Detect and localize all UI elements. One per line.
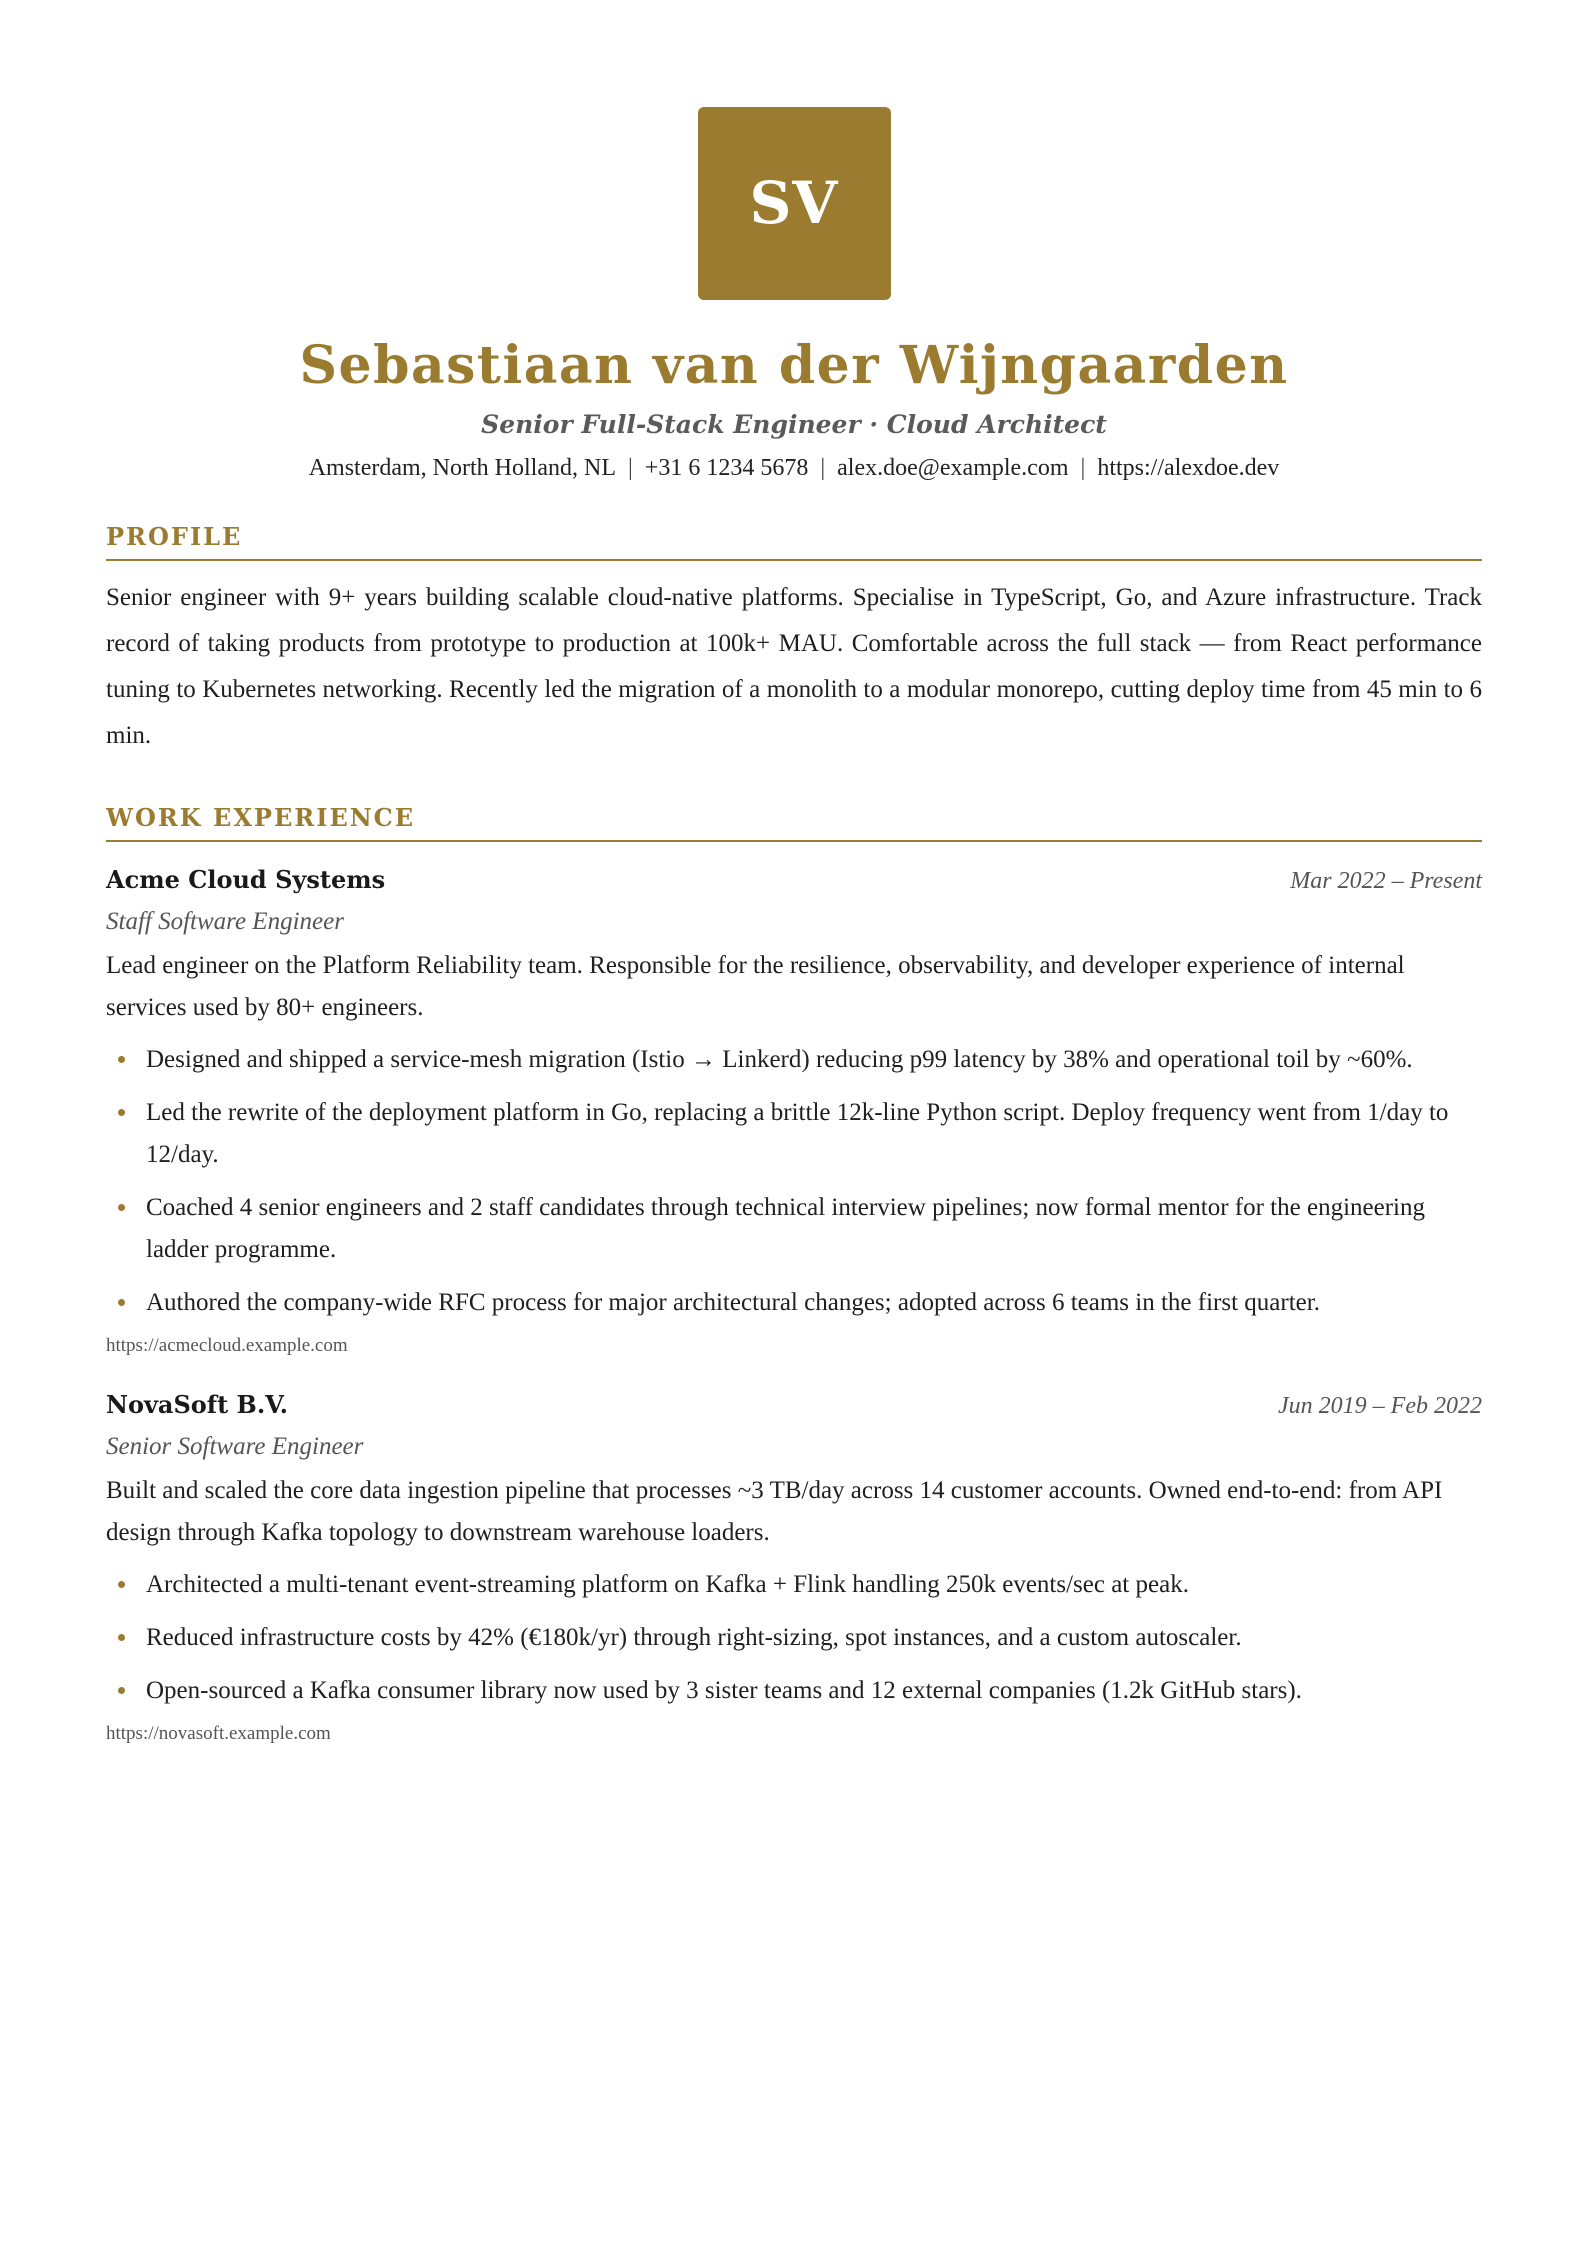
work-experience-section — [106, 803, 1482, 1749]
job-bullet-text: Architected a multi-tenant event-streaming platform on Kafka + Flink handling 250k events/sec at peak. — [146, 1571, 1189, 1598]
job-bullet — [106, 1187, 1482, 1271]
job-bullet — [106, 1039, 1482, 1081]
candidate-tagline: Senior Full-Stack Engineer · Cloud Architect — [481, 410, 1107, 439]
job-summary: Lead engineer on the Platform Reliability team. Responsible for the resilience, observability, and developer experience of internal services used by 80+ engineers. — [106, 952, 1405, 1021]
bullet-dot-icon — [118, 1299, 125, 1306]
contact-separator: | — [1080, 455, 1086, 481]
bullet-dot-icon — [118, 1056, 125, 1063]
contact-separator: | — [627, 455, 633, 481]
job-company: Acme Cloud Systems — [106, 865, 386, 894]
job-role: Senior Software Engineer — [106, 1433, 364, 1460]
bullet-dot-icon — [118, 1581, 125, 1588]
work-experience-heading: WORK EXPERIENCE — [106, 803, 1482, 842]
bullet-dot-icon — [118, 1204, 125, 1211]
job-role: Staff Software Engineer — [106, 908, 344, 935]
contact-separator: | — [820, 455, 826, 481]
job-bullet — [106, 1670, 1482, 1712]
job-entry — [106, 860, 1482, 1361]
job-bullet — [106, 1092, 1482, 1176]
job-bullet — [106, 1564, 1482, 1606]
job-dates: Jun 2019 – Feb 2022 — [1278, 1393, 1482, 1419]
job-bullet-text: Authored the company-wide RFC process for major architectural changes; adopted across 6 teams in the first quarter. — [146, 1289, 1320, 1316]
job-dates: Mar 2022 – Present — [1290, 868, 1482, 894]
bullet-dot-icon — [118, 1687, 125, 1694]
job-bullet-text: Designed and shipped a service-mesh migration (Istio → Linkerd) reducing p99 latency by 38% and operational toil by ~60%. — [146, 1046, 1413, 1073]
job-url-link[interactable]: https://novasoft.example.com — [106, 1723, 331, 1744]
contact-line — [106, 450, 1482, 486]
profile-text: Senior engineer with 9+ years building scalable cloud-native platforms. Specialise in TypeScript, Go, and Azure infrastructure. Track record of taking products from prototype to production at 100k+ MAU. Comfortable across the full stack — from React performance tuning to Kubernetes networking. Recently led the migration of a monolith to a modular monorepo, cutting deploy time from 45 min to 6 min. — [106, 584, 1482, 749]
monogram-avatar: SV — [698, 107, 891, 300]
job-entry — [106, 1385, 1482, 1749]
contact-phone[interactable]: +31 6 1234 5678 — [644, 455, 809, 481]
job-bullet-text: Coached 4 senior engineers and 2 staff candidates through technical interview pipelines; now formal mentor for the engineering ladder programme. — [146, 1194, 1425, 1263]
bullet-dot-icon — [118, 1634, 125, 1641]
candidate-name: Sebastiaan van der Wijngaarden — [299, 335, 1289, 396]
job-bullet-text: Reduced infrastructure costs by 42% (€180k/yr) through right-sizing, spot instances, and a custom autoscaler. — [146, 1624, 1242, 1651]
job-company: NovaSoft B.V. — [106, 1390, 288, 1419]
profile-heading: PROFILE — [106, 522, 1482, 561]
job-bullet — [106, 1617, 1482, 1659]
job-header — [106, 1385, 1482, 1426]
contact-email[interactable]: alex.doe@example.com — [837, 455, 1069, 481]
job-header — [106, 860, 1482, 901]
job-bullets — [106, 1564, 1482, 1712]
job-bullet — [106, 1282, 1482, 1324]
resume-header — [106, 0, 1482, 486]
profile-section — [106, 522, 1482, 759]
job-bullets — [106, 1039, 1482, 1324]
job-summary: Built and scaled the core data ingestion pipeline that processes ~3 TB/day across 14 customer accounts. Owned end-to-end: from API design through Kafka topology to downstream warehouse loaders. — [106, 1477, 1443, 1546]
bullet-dot-icon — [118, 1109, 125, 1116]
job-bullet-text: Led the rewrite of the deployment platform in Go, replacing a brittle 12k-line Python script. Deploy frequency went from 1/day to 12/day. — [146, 1099, 1449, 1168]
job-url-link[interactable]: https://acmecloud.example.com — [106, 1335, 348, 1356]
contact-website[interactable]: https://alexdoe.dev — [1097, 455, 1280, 481]
job-bullet-text: Open-sourced a Kafka consumer library now used by 3 sister teams and 12 external companies (1.2k GitHub stars). — [146, 1677, 1302, 1704]
contact-location: Amsterdam, North Holland, NL — [308, 455, 616, 481]
